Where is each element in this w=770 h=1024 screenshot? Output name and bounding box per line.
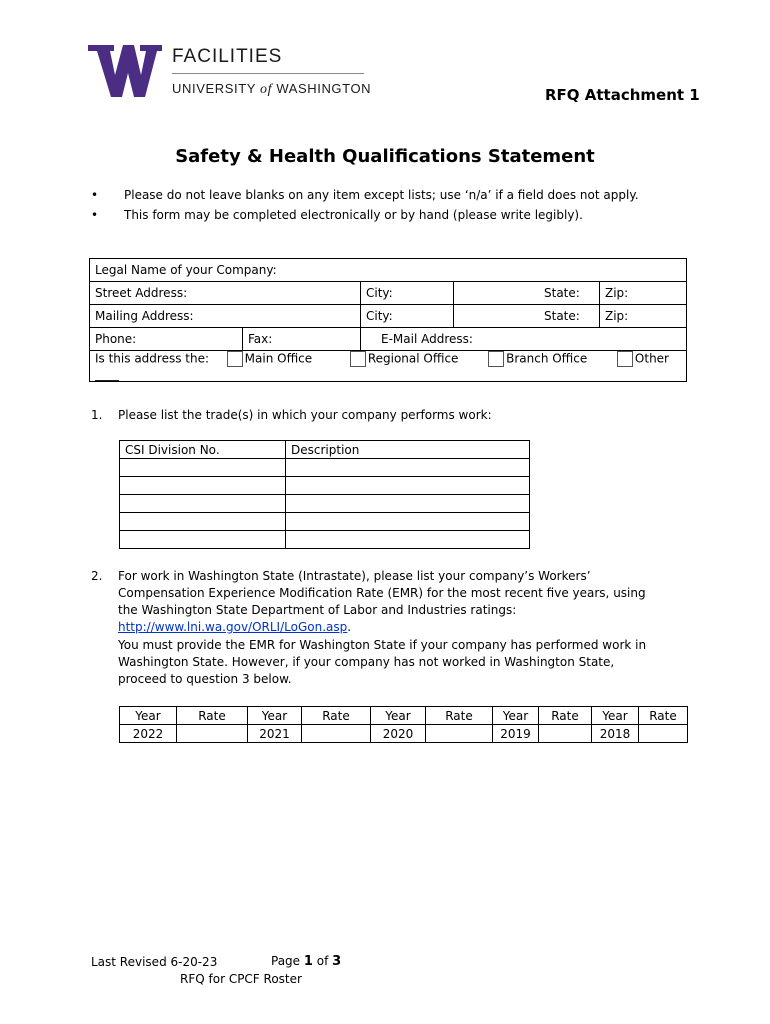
main-office-label: Main Office: [244, 351, 313, 366]
csi-cell[interactable]: [120, 459, 286, 477]
instruction-2: • This form may be completed electronically or by hand (please write legibly).: [91, 208, 583, 222]
emr-table: [119, 706, 688, 743]
roster-label: RFQ for CPCF Roster: [180, 972, 302, 986]
trades-table: [119, 440, 530, 549]
rate-2018-cell[interactable]: [639, 725, 688, 743]
company-info-table: [89, 258, 687, 382]
mailing-state-field[interactable]: State:: [454, 305, 600, 328]
year-2020: 2020: [371, 725, 426, 743]
legal-name-field[interactable]: Legal Name of your Company:: [90, 259, 687, 282]
description-cell[interactable]: [286, 459, 530, 477]
rate-header: Rate: [426, 707, 493, 725]
regional-office-checkbox[interactable]: [350, 351, 366, 367]
page-title: Safety & Health Qualifications Statement: [175, 146, 595, 167]
address-question: Is this address the:: [95, 351, 210, 366]
question-2: 2. For work in Washington State (Intrastate), please list your company’s Workers’ Compensation Experience Modification Rate (EMR) for the most recent five years, using the Washington State Department of Labor and Industries ratings: http://www.lni.wa.gov/ORLI/LoGon.asp. You must provide the EMR for Washington State if your company has performed work in Washington State. However, if your company has not worked in Washington State, proceed to question 3 below.: [91, 568, 691, 698]
year-2018: 2018: [592, 725, 639, 743]
rate-2022-cell[interactable]: [177, 725, 248, 743]
phone-field[interactable]: Phone:: [90, 328, 243, 351]
year-2019: 2019: [493, 725, 539, 743]
instruction-1: • Please do not leave blanks on any item except lists; use ‘n/a’ if a field does not apply.: [91, 188, 639, 202]
last-revised: Last Revised 6-20-23: [91, 955, 218, 969]
question-1: 1. Please list the trade(s) in which your company performs work:: [91, 408, 492, 422]
table-row: [120, 495, 530, 513]
rate-header: Rate: [177, 707, 248, 725]
year-header: Year: [493, 707, 539, 725]
street-state-field[interactable]: State:: [454, 282, 600, 305]
description-cell[interactable]: [286, 531, 530, 549]
year-header: Year: [371, 707, 426, 725]
uw-logo: [88, 45, 162, 97]
fax-field[interactable]: Fax:: [243, 328, 361, 351]
page-number: Page 1 of 3: [271, 954, 342, 969]
csi-division-header: CSI Division No.: [120, 441, 286, 459]
mailing-zip-field[interactable]: Zip:: [600, 305, 687, 328]
email-field[interactable]: E-Mail Address:: [361, 328, 687, 351]
table-row: [120, 477, 530, 495]
rate-2021-cell[interactable]: [302, 725, 371, 743]
attachment-label: RFQ Attachment 1: [545, 86, 700, 104]
table-row: [120, 459, 530, 477]
lni-link[interactable]: http://www.lni.wa.gov/ORLI/LoGon.asp: [118, 620, 348, 634]
other-checkbox[interactable]: [617, 351, 633, 367]
branch-office-checkbox[interactable]: [488, 351, 504, 367]
question-2-paragraph: You must provide the EMR for Washington State if your company has performed work in Washington State. However, if your company has not worked in Washington State, proceed to question 3 below.: [118, 638, 647, 686]
rate-2020-cell[interactable]: [426, 725, 493, 743]
table-row: [120, 513, 530, 531]
description-cell[interactable]: [286, 477, 530, 495]
regional-office-label: Regional Office: [367, 351, 459, 366]
year-2021: 2021: [248, 725, 302, 743]
main-office-checkbox[interactable]: [227, 351, 243, 367]
bullet-icon: •: [91, 208, 99, 222]
bullet-icon: •: [91, 188, 99, 202]
street-zip-field[interactable]: Zip:: [600, 282, 687, 305]
rate-header: Rate: [302, 707, 371, 725]
table-row: [120, 531, 530, 549]
year-2022: 2022: [120, 725, 177, 743]
description-header: Description: [286, 441, 530, 459]
rate-header: Rate: [639, 707, 688, 725]
street-city-field[interactable]: City:: [361, 282, 454, 305]
csi-cell[interactable]: [120, 477, 286, 495]
logo-divider: [172, 73, 364, 74]
csi-cell[interactable]: [120, 495, 286, 513]
branch-office-label: Branch Office: [506, 351, 588, 366]
rate-2019-cell[interactable]: [539, 725, 592, 743]
mailing-address-field[interactable]: Mailing Address:: [90, 305, 361, 328]
csi-cell[interactable]: [120, 531, 286, 549]
org-university: UNIVERSITY of WASHINGTON: [172, 81, 372, 97]
mailing-city-field[interactable]: City:: [361, 305, 454, 328]
org-facilities: FACILITIES: [172, 46, 283, 67]
year-header: Year: [248, 707, 302, 725]
description-cell[interactable]: [286, 495, 530, 513]
year-header: Year: [120, 707, 177, 725]
rate-header: Rate: [539, 707, 592, 725]
address-type-row: [90, 351, 687, 382]
question-2-text: For work in Washington State (Intrastate), please list your company’s Workers’ Compensation Experience Modification Rate (EMR) for the most recent five years, using the Washington State Department of Labor and Industries ratings: http://www.lni.wa.gov/ORLI/LoGon.asp.: [118, 569, 646, 634]
year-header: Year: [592, 707, 639, 725]
csi-cell[interactable]: [120, 513, 286, 531]
street-address-field[interactable]: Street Address:: [90, 282, 361, 305]
description-cell[interactable]: [286, 513, 530, 531]
other-label: Other ____: [95, 351, 669, 381]
